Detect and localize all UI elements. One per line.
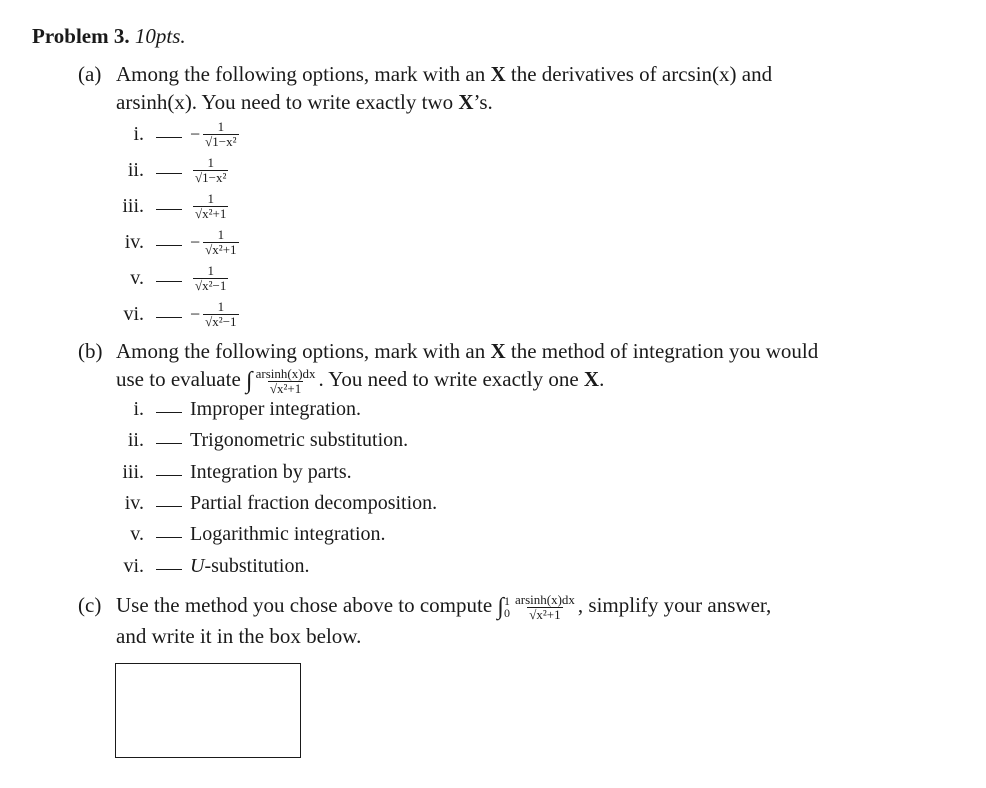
problem-label: Problem 3. xyxy=(32,24,130,48)
option-number: vi. xyxy=(123,555,144,577)
part-a-label: (a) xyxy=(78,62,102,86)
part-a-option-6 xyxy=(100,300,240,329)
option-sign: − xyxy=(190,304,201,324)
part-a-option-5 xyxy=(100,264,229,293)
option-fraction xyxy=(203,120,238,149)
part-b-option-2 xyxy=(100,429,408,452)
problem-points: 10pts. xyxy=(134,24,186,48)
part-b-text-2: the method of integration you would xyxy=(505,339,819,363)
integrand-numerator: arsinh(x)dx xyxy=(514,591,575,607)
integral-lower-limit: 0 xyxy=(503,606,510,621)
part-a-text-3: arsinh(x). You need to write exactly two xyxy=(116,90,459,114)
answer-blank[interactable] xyxy=(156,281,182,282)
fraction-numerator: 1 xyxy=(207,191,214,206)
option-number: v. xyxy=(130,267,144,289)
part-a-option-1 xyxy=(100,120,240,149)
fraction-denominator: √x²−1 xyxy=(205,314,237,329)
answer-blank[interactable] xyxy=(156,537,182,538)
option-fraction xyxy=(193,264,228,293)
answer-blank[interactable] xyxy=(156,317,182,318)
fraction-numerator: 1 xyxy=(217,227,225,242)
option-number: v. xyxy=(130,523,144,545)
part-b-text-5: . xyxy=(599,367,605,391)
option-number: iv. xyxy=(124,492,144,514)
part-c-question xyxy=(78,591,900,650)
fraction-denominator: √x²−1 xyxy=(195,278,227,293)
option-label: Partial fraction decomposition. xyxy=(190,492,438,514)
integral-sign: ∫ xyxy=(497,594,504,621)
part-b-text-3: use to evaluate xyxy=(116,367,247,391)
part-b-text-4: . You need to write exactly one xyxy=(318,367,584,391)
option-number: iii. xyxy=(122,195,144,217)
part-b-label: (b) xyxy=(78,339,103,363)
fraction-denominator: √x²+1 xyxy=(205,242,237,257)
answer-blank[interactable] xyxy=(156,137,182,138)
answer-blank[interactable] xyxy=(156,443,182,444)
part-b-question xyxy=(78,337,900,396)
part-c-text-3: and write it in the box below. xyxy=(116,623,362,648)
integrand-denominator: √x²+1 xyxy=(529,606,561,622)
part-c-integrand xyxy=(513,593,577,622)
part-c-text-2: , simplify your answer, xyxy=(577,593,772,617)
answer-blank[interactable] xyxy=(156,506,182,507)
part-c-label: (c) xyxy=(78,593,102,617)
option-label: Integration by parts. xyxy=(190,461,352,483)
part-b-mark: X xyxy=(490,339,506,363)
answer-blank[interactable] xyxy=(156,569,182,570)
answer-blank[interactable] xyxy=(156,475,182,476)
fraction-numerator: 1 xyxy=(217,299,225,314)
option-number: ii. xyxy=(127,429,144,451)
part-b-option-6 xyxy=(100,555,309,578)
option-label: -substitution. xyxy=(204,555,310,577)
part-b-option-1 xyxy=(100,398,361,421)
option-sign: − xyxy=(190,124,201,144)
fraction-numerator: 1 xyxy=(217,119,225,134)
part-c-text-1: Use the method you chose above to compute xyxy=(116,593,498,617)
answer-box[interactable] xyxy=(115,663,301,758)
option-label: Trigonometric substitution. xyxy=(190,429,409,451)
fraction-numerator: 1 xyxy=(207,155,214,170)
part-b-mark-single: X xyxy=(583,367,600,391)
part-b-integrand xyxy=(254,367,318,396)
option-fraction xyxy=(203,228,238,257)
integrand-denominator: √x²+1 xyxy=(269,380,302,396)
part-b-option-3 xyxy=(100,461,352,484)
fraction-denominator: √1−x² xyxy=(195,170,227,185)
part-a-text-1: Among the following options, mark with an xyxy=(116,62,491,86)
part-a-text-4: ’s. xyxy=(473,90,493,114)
integral-limits xyxy=(504,595,510,619)
part-a-option-4 xyxy=(100,228,240,257)
part-a-question xyxy=(78,60,900,116)
option-fraction xyxy=(193,156,228,185)
answer-blank[interactable] xyxy=(156,173,182,174)
answer-blank[interactable] xyxy=(156,209,182,210)
part-b-option-4 xyxy=(100,492,437,515)
part-a-text-2: the derivatives of arcsin(x) and xyxy=(505,62,773,86)
part-b-option-5 xyxy=(100,523,386,546)
integral-sign: ∫ xyxy=(246,368,253,395)
option-fraction xyxy=(193,192,228,221)
part-a-mark-plural: X xyxy=(458,90,474,114)
option-number: iii. xyxy=(122,461,144,483)
part-a-option-3 xyxy=(100,192,229,221)
fraction-denominator: √x²+1 xyxy=(195,206,227,221)
option-number: iv. xyxy=(124,231,144,253)
part-a-option-2 xyxy=(100,156,229,185)
option-number: i. xyxy=(133,398,144,420)
option-number: i. xyxy=(133,123,144,145)
fraction-denominator: √1−x² xyxy=(205,134,237,149)
option-number: vi. xyxy=(123,303,144,325)
part-a-mark: X xyxy=(490,62,506,86)
option-sign: − xyxy=(190,232,201,252)
option-label: Logarithmic integration. xyxy=(190,523,386,545)
option-label: Improper integration. xyxy=(190,398,362,420)
option-label-italic: U xyxy=(190,555,205,577)
problem-title xyxy=(32,24,186,49)
option-number: ii. xyxy=(127,159,144,181)
fraction-numerator: 1 xyxy=(207,263,214,278)
answer-blank[interactable] xyxy=(156,412,182,413)
part-b-text-1: Among the following options, mark with an xyxy=(116,339,491,363)
option-fraction xyxy=(203,300,238,329)
answer-blank[interactable] xyxy=(156,245,182,246)
integrand-numerator: arsinh(x)dx xyxy=(255,365,316,381)
integral-upper-limit: 1 xyxy=(503,594,510,609)
